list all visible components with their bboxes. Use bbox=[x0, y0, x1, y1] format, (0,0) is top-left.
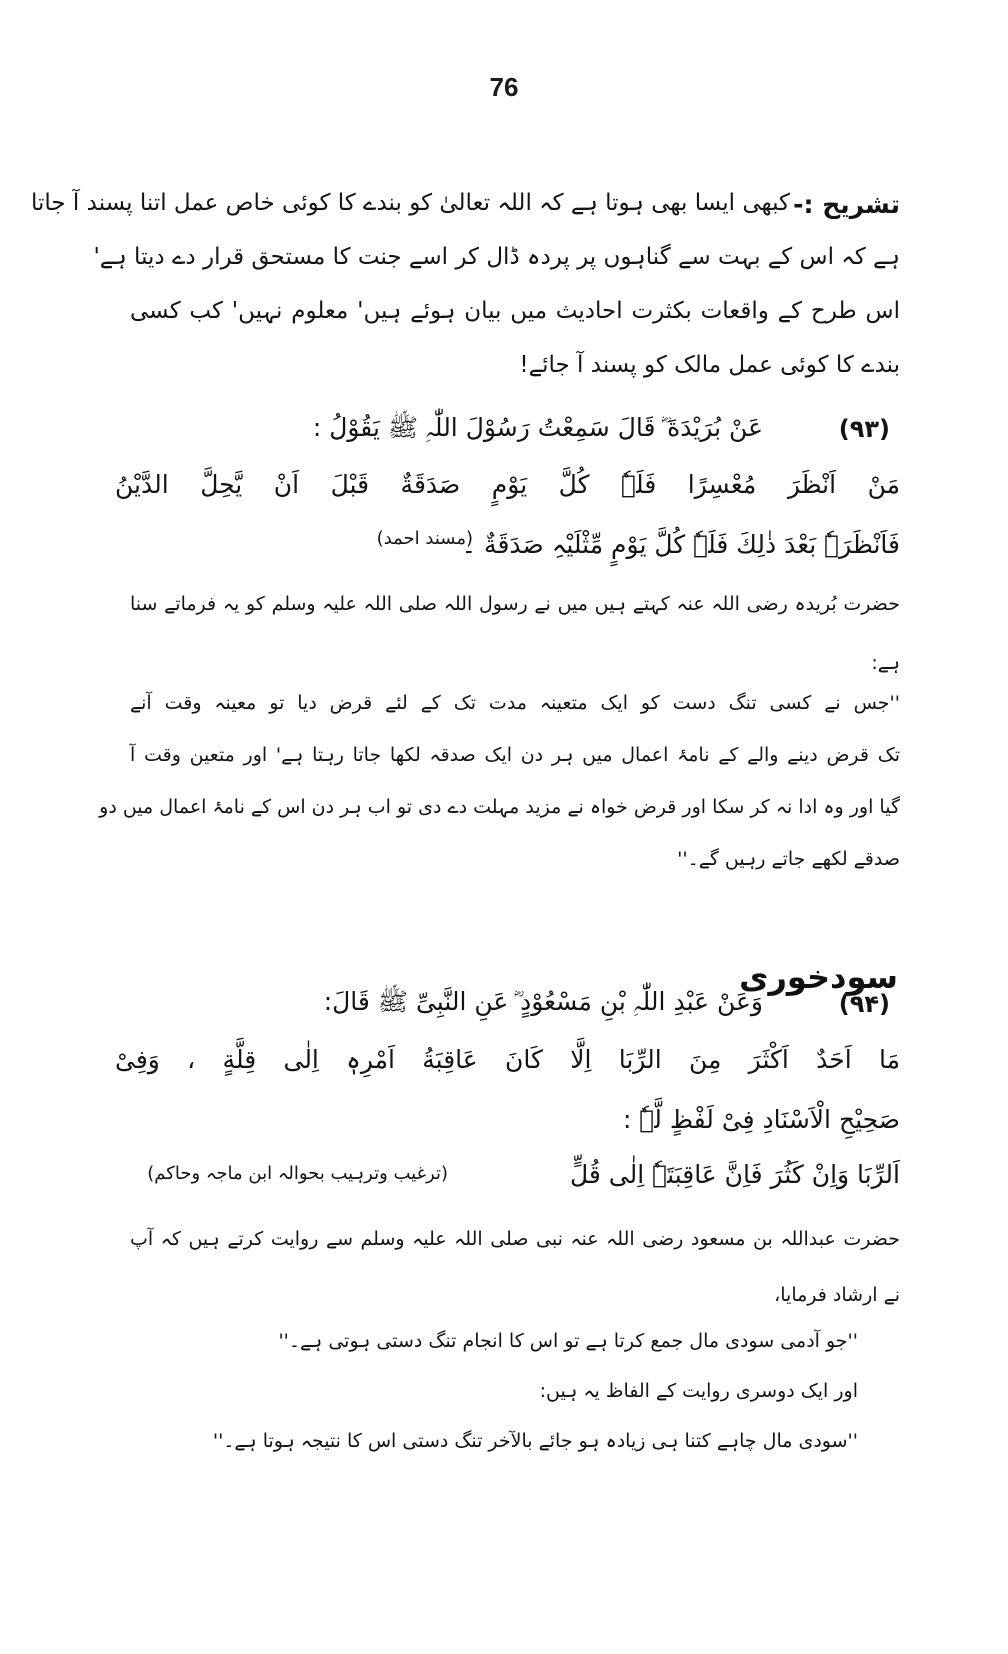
hadith-reference: (مسند احمد) bbox=[376, 528, 473, 549]
tashreeh-line: بندے کا کوئی عمل مالک کو پسند آ جائے! bbox=[519, 352, 900, 378]
hadith-arabic-line: صَحِیْحِ الْاَسْنَادِ فِیْ لَفْظٍ لَّہٗ : bbox=[622, 1105, 900, 1134]
hadith-arabic-line: اَلرِّبَا وَاِنْ کَثُرَ فَاِنَّ عَاقِبَتَہٗ اِلٰی قُلٍّ bbox=[569, 1160, 900, 1189]
hadith-number: (۹۳) bbox=[838, 415, 890, 443]
tashreeh-line: کبھی ایسا بھی ہوتا ہے کہ اللہ تعالیٰ کو بندے کا کوئی خاص عمل اتنا پسند آ جاتا bbox=[30, 190, 790, 216]
other-narration-line: اور ایک دوسری روایت کے الفاظ یہ ہیں: bbox=[539, 1380, 858, 1402]
section-heading: سودخوری bbox=[739, 958, 898, 996]
hadith-translation-line: ''جس نے کسی تنگ دست کو ایک متعینہ مدت تک کے لئے قرض دیا تو معینہ وقت آنے bbox=[130, 692, 900, 714]
hadith-arabic-line: عَنْ بُرَیْدَةَ ؓ قَالَ سَمِعْتُ رَسُوْلَ اللّٰہِ ﷺ یَقُوْلُ : bbox=[312, 413, 763, 442]
hadith-arabic-line: فَاَنْظَرَہٗ بَعْدَ ذٰلِكَ فَلَہٗ کُلَّ یَوْمٍ مِّثْلَیْہِ صَدَقَةٌ ۔ bbox=[461, 530, 900, 559]
hadith-intro-line: حضرت عبداللہ بن مسعود رضی اللہ عنہ نبی صلی اللہ علیہ وسلم سے روایت کرتے ہیں کہ آپ bbox=[130, 1228, 900, 1250]
hadith-translation-line: گیا اور وہ ادا نہ کر سکا اور قرض خواہ نے مزید مہلت دے دی تو اب ہر دن اس کے نامۂ اعمال میں دو bbox=[99, 796, 900, 818]
hadith-reference: (ترغیب وترہیب بحوالہ ابن ماجہ وحاکم) bbox=[147, 1163, 448, 1184]
hadith-arabic-line: مَا اَحَدٌ اَکْثَرَ مِنَ الرِّبَا اِلَّا کَانَ عَاقِبَةُ اَمْرِہٖ اِلٰی قِلَّةٍ ، وَفِیْ bbox=[115, 1045, 900, 1074]
hadith-translation-line: صدقے لکھے جاتے رہیں گے۔'' bbox=[677, 848, 900, 870]
hadith-number: (۹۴) bbox=[838, 990, 890, 1018]
hadith-intro-line: ہے: bbox=[871, 652, 900, 674]
hadith-arabic-line: مَنْ اَنْظَرَ مُعْسِرًا فَلَہٗ کُلَّ یَوْمٍ صَدَقَةٌ قَبْلَ اَنْ یَّحِلَّ الدَّیْنُ bbox=[115, 470, 900, 499]
hadith-translation-line: ''سودی مال چاہے کتنا ہی زیادہ ہو جائے بالآخر تنگ دستی اس کا نتیجہ ہوتا ہے۔'' bbox=[212, 1430, 858, 1452]
hadith-translation-line: ''جو آدمی سودی مال جمع کرتا ہے تو اس کا انجام تنگ دستی ہوتی ہے۔'' bbox=[278, 1330, 858, 1352]
tashreeh-line: ہے کہ اس کے بہت سے گناہوں پر پردہ ڈال کر اسے جنت کا مستحق قرار دے دیتا ہے' bbox=[93, 244, 900, 270]
hadith-intro-line: حضرت بُریدہ رضی اللہ عنہ کہتے ہیں میں نے رسول اللہ صلی اللہ علیہ وسلم کو یہ فرماتے سنا bbox=[130, 593, 900, 615]
hadith-translation-line: تک قرض دینے والے کے نامۂ اعمال میں ہر دن ایک صدقہ لکھا جاتا رہتا ہے' اور متعین وقت آ bbox=[130, 744, 900, 766]
tashreeh-label: تشریح :- bbox=[793, 190, 900, 219]
page-number: 76 bbox=[489, 72, 519, 102]
hadith-arabic-line: وَعَنْ عَبْدِ اللّٰہِ بْنِ مَسْعُوْدٍ ؓ عَنِ النَّبِیِّ ﷺ قَالَ: bbox=[323, 987, 763, 1016]
hadith-intro-line: نے ارشاد فرمایا، bbox=[774, 1284, 900, 1306]
tashreeh-line: اس طرح کے واقعات بکثرت احادیث میں بیان ہوئے ہیں' معلوم نہیں' کب کسی bbox=[130, 298, 900, 324]
